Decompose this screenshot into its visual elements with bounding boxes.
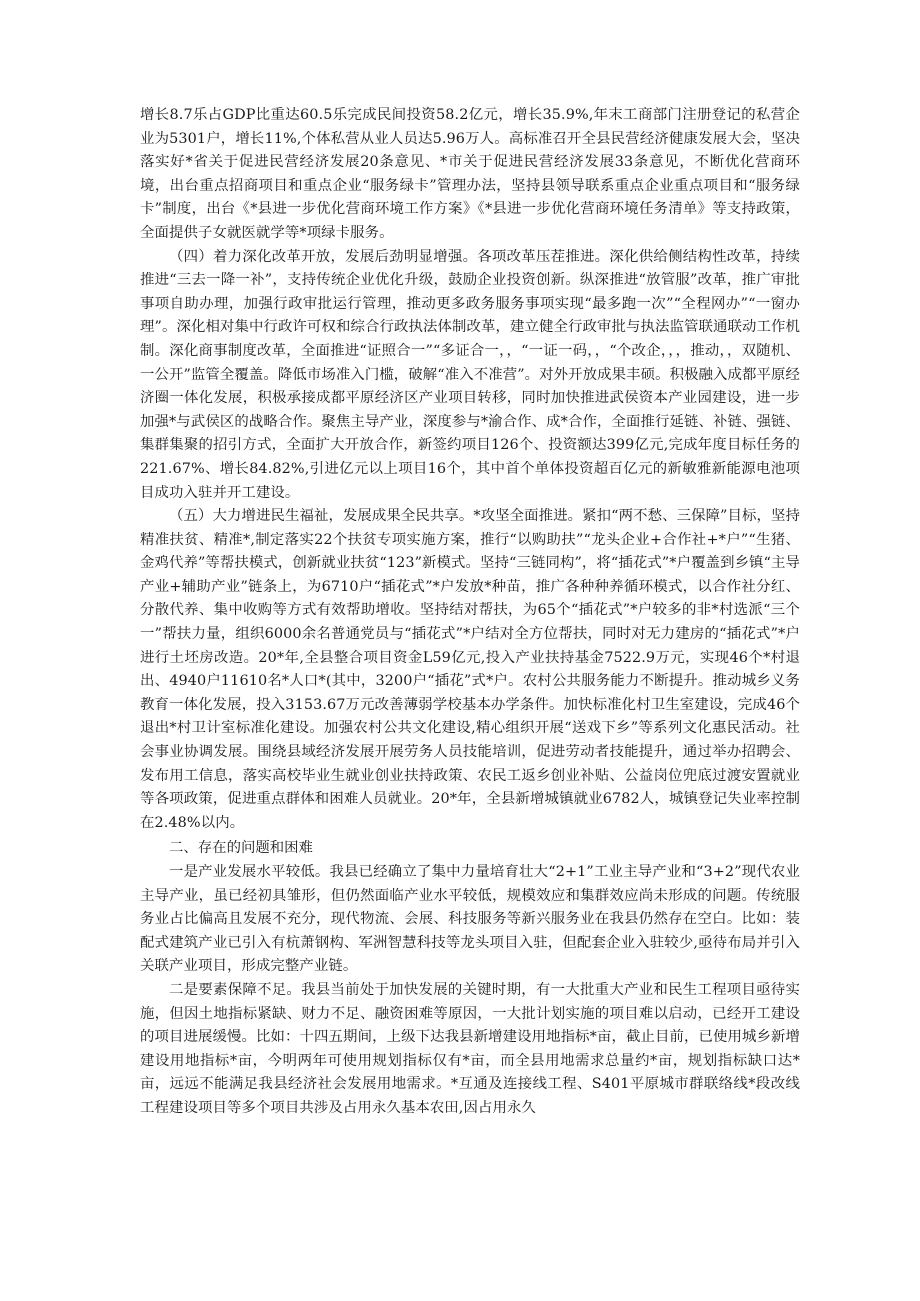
paragraph-problem-industry: 一是产业发展水平较低。我县已经确立了集中力量培育壮大“2+1”工业主导产业和“3+2”现代农业主导产业，虽已经初具雏形，但仍然面临产业水平较低，规模效应和集群效应尚未形成的问题。传统服务业占比偏高且发展不充分，现代物流、会展、科技服务等新兴服务业在我县仍然存在空白。比如：装配式建筑产业已引入有杭萧钢构、军洲智慧科技等龙头项目入驻，但配套企业入驻较少,亟待布局并引入关联产业项目，形成完整产业链。 <box>140 864 800 975</box>
document-page <box>140 104 800 1121</box>
paragraph-reform-opening: （四）着力深化改革开放，发展后劲明显增强。各项改革压茬推进。深化供给侧结构性改革，持续推进“三去一降一补”，支持传统企业优化升级，鼓励企业投资创新。纵深推进“放管服”改革，推广审批事项自助办理，加强行政审批运行管理，推动更多政务服务事项实现“最多跑一次”“全程网办”“一窗办理”。深化相对集中行政许可权和综合行政执法体制改革，建立健全行政审批与执法监管联通联动工作机制。深化商事制度改革，全面推进“证照合一”“多证合一，，“一证一码，，“个改企，，，推动，，双随机、一公开”监管全覆盖。降低市场准入门槛，破解“准入不准营”。对外开放成果丰硕。积极融入成都平原经济圈一体化发展，积极承接成都平原经济区产业项目转移，同时加快推进武侯资本产业园建设，进一步加强*与武侯区的战略合作。聚焦主导产业，深度参与*渝合作、成*合作，全面推行延链、补链、强链、集群集聚的招引方式，全面扩大开放合作，新签约项目126个、投资额达399亿元,完成年度目标任务的221.67%、增长84.82%,引进亿元以上项目16个，其中首个单体投资超百亿元的新敏雅新能源电池项目成功入驻并开工建设。 <box>140 248 800 501</box>
paragraph-private-economy: 增长8.7乐占GDP比重达60.5乐完成民间投资58.2亿元，增长35.9%,年末工商部门注册登记的私营企业为5301户，增长11%,个体私营从业人员达5.96万人。高标准召开全县民营经济健康发展大会，坚决落实好*省关于促进民营经济发展20条意见、*市关于促进民营经济发展33条意见，不断优化营商环境，出台重点招商项目和重点企业“服务绿卡”管理办法，坚持县领导联系重点企业重点项目和“服务绿卡”制度，出台《*县进一步优化营商环境工作方案》《*县进一步优化营商环境任务清单》等支持政策，全面提供子女就医就学等*项绿卡服务。 <box>140 107 800 241</box>
section-heading-problems: 二、存在的问题和困难 <box>169 840 313 857</box>
paragraph-problem-resources: 二是要素保障不足。我县当前处于加快发展的关键时期，有一大批重大产业和民生工程项目亟待实施，但因土地指标紧缺、财力不足、融资困难等原因，一大批计划实施的项目难以启动，已经开工建设的项目进展缓慢。比如：十四五期间，上级下达我县新增建设用地指标*亩，截止目前，已使用城乡新增建设用地指标*亩，今明两年可使用规划指标仅有*亩，而全县用地需求总量约*亩，规划指标缺口达*亩，远远不能满足我县经济社会发展用地需求。*互通及连接线工程、S401平原城市群联络线*段改线工程建设项目等多个项目共涉及占用永久基本农田,因占用永久 <box>140 981 800 1116</box>
paragraph-livelihood: （五）大力增进民生福祉，发展成果全民共享。*攻坚全面推进。紧扣“两不愁、三保障”目标，坚持精准扶贫、精准*,制定落实22个扶贫专项实施方案，推行“以购助扶”“龙头企业+合作社+*户”“生猪、金鸡代养”等帮扶模式，创新就业扶贫“123”新模式。坚持“三链同构”，将“插花式”*户覆盖到乡镇“主导产业+辅助产业”链条上，为6710户“插花式”*户发放*种苗，推广各种种养循环模式，以合作社分红、分散代养、集中收购等方式有效帮助增收。坚持结对帮扶，为65个“插花式”*户较多的非*村选派“三个一”帮扶力量，组织6000余名普通党员与“插花式”*户结对全方位帮扶，同时对无力建房的“插花式”*户进行土坯房改造。20*年,全县整合项目资金L59亿元,投入产业扶持基金7522.9万元，实现46个*村退出、4940户11610名*人口*(其中，3200户“插花”式*户。农村公共服务能力不断提升。推动城乡义务教育一体化发展，投入3153.67万元改善薄弱学校基本办学条件。加快标准化村卫生室建设，完成46个退出*村卫计室标准化建设。加强农村公共文化建设,精心组织开展“送戏下乡”等系列文化惠民活动。社会事业协调发展。围绕县域经济发展开展劳务人员技能培训，促进劳动者技能提升，通过举办招聘会、发布用工信息，落实高校毕业生就业创业扶持政策、农民工返乡创业补贴、公益岗位兜底过渡安置就业等各项政策，促进重点群体和困难人员就业。20*年，全县新增城镇就业6782人，城镇登记失业率控制在2.48%以内。 <box>140 508 800 831</box>
